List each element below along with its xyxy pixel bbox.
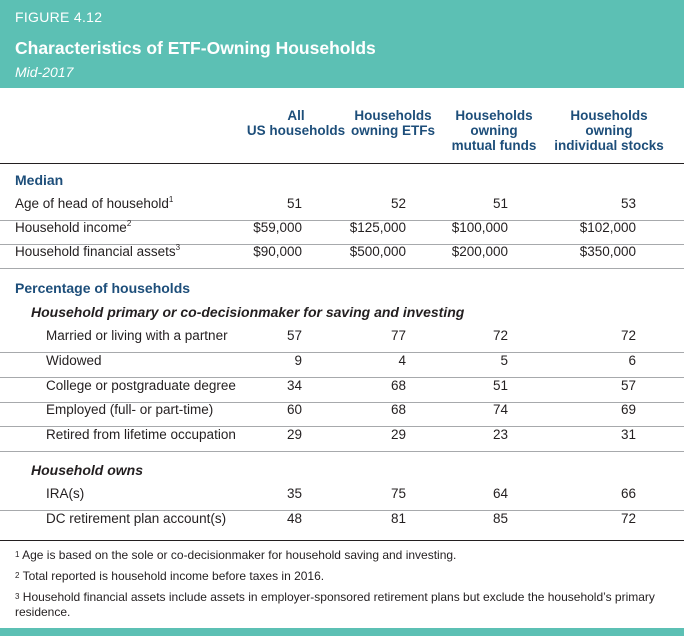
cell-value: 51	[492, 378, 508, 393]
cell-value: 57	[286, 328, 302, 343]
cell-value: 29	[286, 427, 302, 442]
cell-value: 52	[390, 196, 406, 211]
cell-value: 68	[390, 378, 406, 393]
bottom-bar	[0, 628, 684, 636]
cell-value: 48	[286, 511, 302, 526]
column-header-etfs: Households owning ETFs	[351, 108, 435, 138]
row-label: Widowed	[46, 353, 102, 368]
figure-header	[0, 0, 684, 88]
cell-value: 74	[492, 402, 508, 417]
cell-value: 51	[492, 196, 508, 211]
cell-value: 31	[620, 427, 636, 442]
cell-value: $102,000	[579, 220, 636, 235]
table-row	[0, 196, 684, 221]
row-label: Employed (full- or part-time)	[46, 402, 214, 417]
row-label: Retired from lifetime occupation	[46, 427, 236, 442]
cell-value: 6	[628, 353, 636, 368]
column-header-all: All US households	[246, 108, 346, 138]
footnote-ref: 3	[175, 243, 181, 252]
cell-value: 5	[500, 353, 508, 368]
footnote: $^2$ Total reported is household income before taxes in 2016.	[15, 569, 325, 583]
figure-subtitle: Mid-2017	[15, 64, 74, 80]
row-label: Household income	[15, 220, 127, 235]
cell-value: $59,000	[253, 220, 302, 235]
table-row	[0, 328, 684, 353]
section-heading-percentage: Percentage of households	[15, 280, 191, 296]
cell-value: $125,000	[349, 220, 406, 235]
row-label: Age of head of household	[15, 196, 169, 211]
cell-value: 72	[620, 328, 636, 343]
section-heading-median: Median	[15, 172, 64, 188]
figure-title: Characteristics of ETF-Owning Households	[15, 38, 376, 58]
row-label: Married or living with a partner	[46, 328, 228, 343]
cell-value: 23	[492, 427, 508, 442]
table-row	[0, 402, 684, 427]
header-rule	[0, 163, 684, 164]
cell-value: 69	[620, 402, 636, 417]
row-label: College or postgraduate degree	[46, 378, 236, 393]
cell-value: $100,000	[451, 220, 508, 235]
cell-value: 64	[492, 486, 508, 501]
cell-value: 29	[390, 427, 406, 442]
subsection-heading-decisionmaker: Household primary or co-decisionmaker for saving and investing	[31, 304, 465, 320]
table-row	[0, 427, 684, 452]
row-label: Household financial assets	[15, 244, 176, 259]
table-row	[0, 220, 684, 245]
cell-value: 4	[398, 353, 406, 368]
cell-value: $90,000	[253, 244, 302, 259]
cell-value: $350,000	[579, 244, 636, 259]
table-row	[0, 353, 684, 378]
table-row	[0, 486, 684, 511]
footnote-ref: 2	[126, 219, 132, 228]
table-row	[0, 511, 684, 535]
cell-value: 51	[286, 196, 302, 211]
cell-value: 53	[620, 196, 636, 211]
cell-value: 66	[620, 486, 636, 501]
cell-value: $500,000	[349, 244, 406, 259]
column-header-individual-stocks: Households owning individual stocks	[554, 108, 664, 153]
cell-value: 35	[286, 486, 302, 501]
row-label: IRA(s)	[46, 486, 85, 501]
footnote-rule	[0, 540, 684, 541]
figure-label: FIGURE 4.12	[15, 9, 103, 25]
footnote: $^1$ Age is based on the sole or co-decisionmaker for household saving and investing.	[15, 548, 457, 562]
row-label: DC retirement plan account(s)	[46, 511, 227, 526]
table-row	[0, 378, 684, 403]
cell-value: 81	[390, 511, 406, 526]
subsection-heading-owns: Household owns	[31, 462, 143, 478]
cell-value: 75	[390, 486, 406, 501]
cell-value: 57	[620, 378, 636, 393]
cell-value: 68	[390, 402, 406, 417]
footnote-ref: 1	[168, 195, 174, 204]
cell-value: 72	[492, 328, 508, 343]
cell-value: 60	[286, 402, 302, 417]
table-row	[0, 244, 684, 269]
cell-value: 34	[286, 378, 302, 393]
cell-value: $200,000	[451, 244, 508, 259]
cell-value: 85	[492, 511, 508, 526]
footnote: $^3$ Household financial assets include assets in employer-sponsored retirement plans but exclude the household’s primary residence.	[15, 590, 655, 619]
cell-value: 9	[294, 353, 302, 368]
cell-value: 72	[620, 511, 636, 526]
cell-value: 77	[390, 328, 406, 343]
column-header-mutual-funds: Households owning mutual funds	[451, 108, 537, 153]
